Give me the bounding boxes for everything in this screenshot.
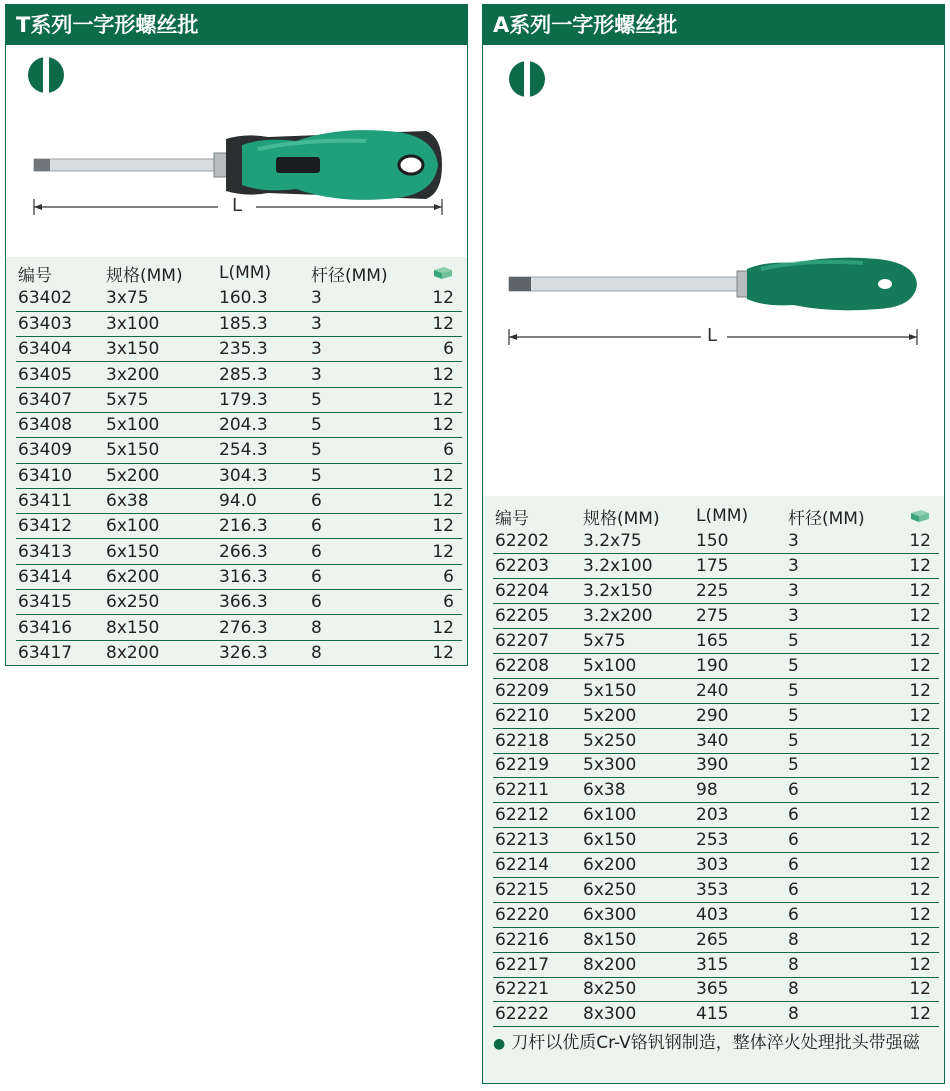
cell-pack-qty: 12 — [409, 488, 462, 513]
cell-spec: 8x250 — [581, 977, 694, 1002]
cell-length: 315 — [694, 952, 786, 977]
cell-length: 365 — [694, 977, 786, 1002]
cell-code: 62221 — [493, 977, 581, 1002]
cell-code: 63417 — [16, 640, 104, 665]
cell-length: 353 — [694, 877, 786, 902]
cell-shaft: 5 — [786, 678, 886, 703]
table-row — [493, 853, 939, 878]
cell-code: 63411 — [16, 488, 104, 513]
table-row — [16, 337, 462, 362]
cell-spec: 3x150 — [104, 337, 217, 362]
cell-code: 63405 — [16, 362, 104, 387]
table-row — [493, 902, 939, 927]
col-header-spec: 规格(MM) — [583, 508, 660, 529]
cell-pack-qty: 12 — [886, 828, 939, 853]
cell-pack-qty: 12 — [886, 853, 939, 878]
cell-spec: 3x75 — [104, 286, 217, 311]
t-series-title: T系列一字形螺丝批 — [6, 5, 467, 45]
slotted-screw-icon — [26, 55, 66, 95]
cell-shaft: 6 — [786, 803, 886, 828]
cell-spec: 5x250 — [581, 728, 694, 753]
cell-shaft: 5 — [786, 728, 886, 753]
cell-pack-qty: 12 — [886, 877, 939, 902]
cell-code: 63415 — [16, 590, 104, 615]
box-pack-icon — [909, 509, 931, 523]
cell-code: 62214 — [493, 853, 581, 878]
cell-spec: 5x200 — [104, 463, 217, 488]
cell-spec: 6x250 — [581, 877, 694, 902]
cell-shaft: 8 — [786, 927, 886, 952]
table-row — [493, 828, 939, 853]
col-header-pack-qty — [886, 503, 939, 529]
cell-spec: 8x300 — [581, 1002, 694, 1027]
cell-length: 150 — [694, 529, 786, 554]
cell-pack-qty: 12 — [886, 703, 939, 728]
cell-shaft: 5 — [786, 703, 886, 728]
cell-pack-qty: 12 — [409, 311, 462, 336]
col-header-shaft: 杆径(MM) — [788, 508, 865, 529]
cell-length: 303 — [694, 853, 786, 878]
cell-code: 63416 — [16, 615, 104, 640]
cell-length: 253 — [694, 828, 786, 853]
cell-pack-qty: 12 — [409, 514, 462, 539]
table-row — [16, 640, 462, 665]
cell-spec: 3x200 — [104, 362, 217, 387]
a-series-spec-table — [493, 503, 939, 1027]
cell-pack-qty: 12 — [409, 615, 462, 640]
cell-length: 160.3 — [217, 286, 309, 311]
cell-length: 290 — [694, 703, 786, 728]
cell-length: 265 — [694, 927, 786, 952]
cell-code: 62222 — [493, 1002, 581, 1027]
cell-code: 62213 — [493, 828, 581, 853]
cell-code: 62205 — [493, 604, 581, 629]
cell-code: 62202 — [493, 529, 581, 554]
cell-code: 62218 — [493, 728, 581, 753]
table-row — [493, 703, 939, 728]
cell-spec: 8x150 — [581, 927, 694, 952]
cell-spec: 3.2x100 — [581, 554, 694, 579]
cell-shaft: 8 — [786, 952, 886, 977]
cell-spec: 6x38 — [104, 488, 217, 513]
table-row — [16, 412, 462, 437]
table-row — [16, 488, 462, 513]
table-row — [493, 629, 939, 654]
cell-spec: 5x75 — [581, 629, 694, 654]
cell-length: 304.3 — [217, 463, 309, 488]
cell-shaft: 6 — [786, 778, 886, 803]
cell-code: 63410 — [16, 463, 104, 488]
table-row — [16, 311, 462, 336]
table-row — [493, 728, 939, 753]
cell-code: 62208 — [493, 653, 581, 678]
cell-length: 240 — [694, 678, 786, 703]
cell-pack-qty: 12 — [409, 539, 462, 564]
cell-pack-qty: 12 — [409, 387, 462, 412]
cell-spec: 6x200 — [581, 853, 694, 878]
table-row — [493, 803, 939, 828]
cell-pack-qty: 12 — [409, 362, 462, 387]
cell-code: 63404 — [16, 337, 104, 362]
cell-code: 62207 — [493, 629, 581, 654]
col-header-length: L(MM) — [219, 263, 272, 283]
cell-length: 276.3 — [217, 615, 309, 640]
cell-shaft: 3 — [786, 579, 886, 604]
cell-code: 62220 — [493, 902, 581, 927]
cell-length: 415 — [694, 1002, 786, 1027]
cell-shaft: 6 — [786, 902, 886, 927]
cell-pack-qty: 12 — [886, 728, 939, 753]
cell-length: 266.3 — [217, 539, 309, 564]
cell-code: 62217 — [493, 952, 581, 977]
cell-shaft: 5 — [309, 438, 409, 463]
cell-code: 62211 — [493, 778, 581, 803]
table-row — [493, 579, 939, 604]
cell-length: 225 — [694, 579, 786, 604]
cell-shaft: 5 — [786, 653, 886, 678]
cell-pack-qty: 12 — [409, 412, 462, 437]
cell-pack-qty: 12 — [886, 952, 939, 977]
cell-shaft: 8 — [309, 640, 409, 665]
cell-spec: 5x300 — [581, 753, 694, 778]
cell-length: 165 — [694, 629, 786, 654]
cell-shaft: 6 — [309, 564, 409, 589]
cell-code: 62215 — [493, 877, 581, 902]
cell-spec: 6x150 — [104, 539, 217, 564]
col-header-shaft: 杆径(MM) — [311, 265, 388, 286]
cell-shaft: 6 — [786, 828, 886, 853]
cell-pack-qty: 12 — [886, 579, 939, 604]
cell-pack-qty: 12 — [886, 927, 939, 952]
cell-spec: 5x200 — [581, 703, 694, 728]
t-series-panel — [5, 4, 468, 666]
table-row — [493, 554, 939, 579]
cell-spec: 6x250 — [104, 590, 217, 615]
col-header-code: 编号 — [495, 508, 529, 529]
cell-length: 366.3 — [217, 590, 309, 615]
cell-pack-qty: 6 — [409, 564, 462, 589]
cell-pack-qty: 12 — [409, 463, 462, 488]
a-series-title: A系列一字形螺丝批 — [483, 5, 944, 45]
table-row — [16, 590, 462, 615]
cell-spec: 6x200 — [104, 564, 217, 589]
table-row — [16, 564, 462, 589]
table-row — [16, 539, 462, 564]
cell-shaft: 6 — [309, 514, 409, 539]
cell-pack-qty: 12 — [409, 286, 462, 311]
cell-pack-qty: 6 — [409, 337, 462, 362]
box-pack-icon — [432, 266, 454, 280]
table-row — [16, 463, 462, 488]
cell-pack-qty: 12 — [886, 629, 939, 654]
cell-pack-qty: 12 — [886, 529, 939, 554]
cell-spec: 8x200 — [104, 640, 217, 665]
cell-spec: 6x150 — [581, 828, 694, 853]
table-row — [493, 529, 939, 554]
cell-shaft: 3 — [309, 337, 409, 362]
cell-shaft: 5 — [309, 463, 409, 488]
cell-shaft: 5 — [309, 412, 409, 437]
cell-code: 63408 — [16, 412, 104, 437]
cell-code: 62203 — [493, 554, 581, 579]
cell-spec: 5x100 — [581, 653, 694, 678]
cell-length: 390 — [694, 753, 786, 778]
cell-shaft: 3 — [309, 362, 409, 387]
a-series-panel — [482, 4, 945, 1084]
cell-code: 62210 — [493, 703, 581, 728]
cell-length: 179.3 — [217, 387, 309, 412]
cell-spec: 3.2x150 — [581, 579, 694, 604]
cell-code: 62209 — [493, 678, 581, 703]
cell-length: 190 — [694, 653, 786, 678]
cell-shaft: 3 — [786, 554, 886, 579]
t-series-spec-table — [16, 260, 462, 666]
cell-shaft: 6 — [309, 488, 409, 513]
cell-spec: 3.2x75 — [581, 529, 694, 554]
cell-shaft: 3 — [786, 604, 886, 629]
col-header-spec: 规格(MM) — [106, 265, 183, 286]
a-series-note — [493, 1031, 938, 1056]
cell-shaft: 6 — [309, 539, 409, 564]
table-row — [493, 977, 939, 1002]
cell-length: 216.3 — [217, 514, 309, 539]
cell-shaft: 8 — [786, 977, 886, 1002]
cell-pack-qty: 12 — [886, 803, 939, 828]
cell-code: 63402 — [16, 286, 104, 311]
table-row — [16, 387, 462, 412]
cell-length: 326.3 — [217, 640, 309, 665]
cell-pack-qty: 12 — [886, 653, 939, 678]
cell-shaft: 5 — [309, 387, 409, 412]
table-row — [16, 362, 462, 387]
table-row — [493, 653, 939, 678]
cell-length: 175 — [694, 554, 786, 579]
cell-spec: 6x300 — [581, 902, 694, 927]
slotted-screw-icon — [507, 59, 547, 99]
cell-length: 98 — [694, 778, 786, 803]
cell-shaft: 8 — [786, 1002, 886, 1027]
cell-pack-qty: 12 — [886, 753, 939, 778]
cell-code: 63409 — [16, 438, 104, 463]
cell-pack-qty: 12 — [886, 678, 939, 703]
col-header-code: 编号 — [18, 265, 52, 286]
col-header-length: L(MM) — [696, 506, 749, 526]
cell-code: 62212 — [493, 803, 581, 828]
cell-length: 275 — [694, 604, 786, 629]
cell-shaft: 6 — [786, 853, 886, 878]
table-row — [493, 1002, 939, 1027]
cell-length: 235.3 — [217, 337, 309, 362]
cell-length: 94.0 — [217, 488, 309, 513]
cell-length: 203 — [694, 803, 786, 828]
cell-pack-qty: 12 — [886, 902, 939, 927]
cell-spec: 3.2x200 — [581, 604, 694, 629]
cell-pack-qty: 12 — [409, 640, 462, 665]
a-dimension-label: L — [707, 325, 718, 346]
bullet-icon: ● — [493, 1036, 506, 1052]
table-row — [493, 927, 939, 952]
cell-shaft: 6 — [786, 877, 886, 902]
cell-length: 204.3 — [217, 412, 309, 437]
cell-pack-qty: 12 — [886, 778, 939, 803]
cell-spec: 5x150 — [104, 438, 217, 463]
cell-spec: 5x75 — [104, 387, 217, 412]
col-header-pack-qty — [409, 260, 462, 286]
cell-code: 63403 — [16, 311, 104, 336]
cell-code: 63413 — [16, 539, 104, 564]
table-row — [16, 615, 462, 640]
cell-code: 63414 — [16, 564, 104, 589]
cell-length: 316.3 — [217, 564, 309, 589]
cell-spec: 5x150 — [581, 678, 694, 703]
cell-spec: 6x38 — [581, 778, 694, 803]
cell-pack-qty: 12 — [886, 977, 939, 1002]
cell-length: 254.3 — [217, 438, 309, 463]
cell-code: 63412 — [16, 514, 104, 539]
table-row — [16, 438, 462, 463]
cell-pack-qty: 6 — [409, 590, 462, 615]
cell-spec: 8x150 — [104, 615, 217, 640]
t-dimension-label: L — [232, 195, 243, 216]
cell-shaft: 5 — [786, 753, 886, 778]
table-row — [16, 514, 462, 539]
cell-shaft: 3 — [309, 311, 409, 336]
cell-code: 62216 — [493, 927, 581, 952]
cell-length: 340 — [694, 728, 786, 753]
cell-code: 62204 — [493, 579, 581, 604]
a-series-note-text: 刀杆以优质Cr-V铬钒钢制造，整体淬火处理批头带强磁 — [511, 1033, 920, 1053]
cell-length: 285.3 — [217, 362, 309, 387]
cell-shaft: 6 — [309, 590, 409, 615]
table-row — [493, 952, 939, 977]
table-row — [493, 778, 939, 803]
cell-pack-qty: 12 — [886, 604, 939, 629]
cell-pack-qty: 6 — [409, 438, 462, 463]
cell-spec: 8x200 — [581, 952, 694, 977]
cell-shaft: 8 — [309, 615, 409, 640]
cell-code: 62219 — [493, 753, 581, 778]
table-row — [493, 604, 939, 629]
cell-length: 185.3 — [217, 311, 309, 336]
cell-length: 403 — [694, 902, 786, 927]
cell-pack-qty: 12 — [886, 554, 939, 579]
cell-code: 63407 — [16, 387, 104, 412]
cell-spec: 6x100 — [581, 803, 694, 828]
cell-spec: 5x100 — [104, 412, 217, 437]
cell-shaft: 3 — [786, 529, 886, 554]
table-row — [493, 877, 939, 902]
table-row — [493, 753, 939, 778]
cell-spec: 6x100 — [104, 514, 217, 539]
cell-shaft: 3 — [309, 286, 409, 311]
cell-pack-qty: 12 — [886, 1002, 939, 1027]
table-row — [16, 286, 462, 311]
cell-spec: 3x100 — [104, 311, 217, 336]
table-row — [493, 678, 939, 703]
cell-shaft: 5 — [786, 629, 886, 654]
